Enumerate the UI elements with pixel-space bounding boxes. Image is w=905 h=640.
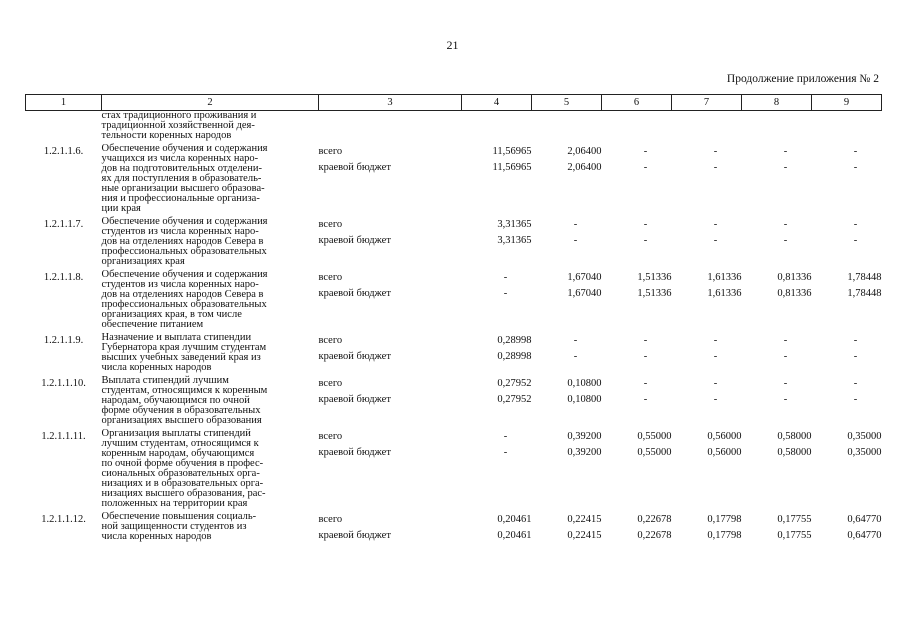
value: 0,35000 bbox=[847, 447, 882, 458]
value: - bbox=[713, 394, 718, 405]
row-source-labels bbox=[319, 217, 462, 270]
value: 0,17755 bbox=[777, 514, 812, 525]
header-col: 1 bbox=[26, 95, 102, 111]
carryover-line: тельности коренных народов bbox=[101, 130, 232, 141]
row-source-labels bbox=[319, 429, 462, 512]
value: 0,22415 bbox=[567, 530, 602, 541]
description-line: организациях высшего образования bbox=[101, 415, 262, 426]
header-col: 5 bbox=[532, 95, 602, 111]
value: - bbox=[783, 351, 788, 362]
header-row bbox=[26, 95, 882, 111]
description-line: студентов из числа коренных наро- bbox=[101, 279, 259, 290]
value: - bbox=[853, 162, 858, 173]
row-source-labels bbox=[319, 512, 462, 547]
value-cell bbox=[532, 512, 602, 547]
header-col: 9 bbox=[812, 95, 882, 111]
value: 0,39200 bbox=[567, 431, 602, 442]
value: - bbox=[853, 335, 858, 346]
description-line: высших учебных заведений края из bbox=[101, 352, 261, 363]
value: 0,20461 bbox=[497, 530, 532, 541]
description-line: обеспечение питанием bbox=[101, 319, 204, 330]
header-col: 2 bbox=[102, 95, 319, 111]
description-line: ции края bbox=[101, 203, 141, 214]
description-line: организациях края, в том числе bbox=[101, 309, 242, 320]
value: 0,17798 bbox=[707, 530, 742, 541]
value: - bbox=[783, 378, 788, 389]
value-cell bbox=[812, 144, 882, 217]
value: - bbox=[783, 335, 788, 346]
source-label: краевой бюджет bbox=[318, 235, 391, 246]
value-cell bbox=[602, 333, 672, 376]
value-cell bbox=[812, 270, 882, 333]
description-line: сиональных образовательных орга- bbox=[101, 468, 260, 479]
value: - bbox=[783, 235, 788, 246]
value: 1,78448 bbox=[847, 272, 882, 283]
row-description bbox=[102, 144, 319, 217]
value: - bbox=[713, 378, 718, 389]
source-label: всего bbox=[318, 219, 343, 230]
value: 11,56965 bbox=[492, 146, 532, 157]
value: - bbox=[643, 394, 648, 405]
value: 0,22678 bbox=[637, 530, 672, 541]
value-cell bbox=[602, 512, 672, 547]
value-cell bbox=[742, 144, 812, 217]
value-cell bbox=[672, 512, 742, 547]
table-row bbox=[26, 270, 882, 333]
header-col: 3 bbox=[319, 95, 462, 111]
value: - bbox=[713, 335, 718, 346]
description-line: учащихся из числа коренных наро- bbox=[101, 153, 259, 164]
description-line: лучшим студентам, относящимся к bbox=[101, 438, 259, 449]
value: 0,35000 bbox=[847, 431, 882, 442]
value: 1,67040 bbox=[567, 288, 602, 299]
value: - bbox=[853, 219, 858, 230]
value: 0,55000 bbox=[637, 431, 672, 442]
value: 0,28998 bbox=[497, 351, 532, 362]
value: - bbox=[713, 162, 718, 173]
funding-table bbox=[25, 94, 882, 547]
value-cell bbox=[602, 429, 672, 512]
value: 0,39200 bbox=[567, 447, 602, 458]
value: 1,51336 bbox=[637, 272, 672, 283]
value: - bbox=[853, 235, 858, 246]
source-label: всего bbox=[318, 272, 343, 283]
description-line: дов на отделениях народов Севера в bbox=[101, 236, 264, 247]
row-code: 1.2.1.1.6. bbox=[43, 146, 84, 157]
value: - bbox=[713, 219, 718, 230]
row-description bbox=[102, 333, 319, 376]
value: - bbox=[853, 146, 858, 157]
source-label: краевой бюджет bbox=[318, 394, 391, 405]
header-col: 6 bbox=[602, 95, 672, 111]
value: - bbox=[643, 146, 648, 157]
row-source-labels bbox=[319, 376, 462, 429]
description-line: студентов из числа коренных наро- bbox=[101, 226, 259, 237]
value-cell bbox=[532, 333, 602, 376]
description-line: организациях края bbox=[101, 256, 185, 267]
row-description bbox=[102, 270, 319, 333]
value: - bbox=[503, 272, 508, 283]
value-cell bbox=[532, 429, 602, 512]
source-label: всего bbox=[318, 378, 343, 389]
value-cell bbox=[602, 144, 672, 217]
value: 0,56000 bbox=[707, 431, 742, 442]
description-line: форме обучения в образовательных bbox=[101, 405, 261, 416]
description-line: Выплата стипендий лучшим bbox=[101, 375, 229, 386]
description-line: ной защищенности студентов из bbox=[101, 521, 247, 532]
value: 0,55000 bbox=[637, 447, 672, 458]
value: 3,31365 bbox=[497, 219, 532, 230]
row-code: 1.2.1.1.8. bbox=[43, 272, 84, 283]
value: - bbox=[503, 288, 508, 299]
value-cell bbox=[602, 217, 672, 270]
value-cell bbox=[672, 429, 742, 512]
continuation-title: Продолжение приложения № 2 bbox=[726, 73, 879, 85]
value: - bbox=[643, 378, 648, 389]
description-line: Организация выплаты стипендий bbox=[101, 428, 251, 439]
source-label: всего bbox=[318, 335, 343, 346]
row-code: 1.2.1.1.12. bbox=[41, 514, 86, 525]
value: - bbox=[643, 335, 648, 346]
value-cell bbox=[742, 333, 812, 376]
value: - bbox=[853, 378, 858, 389]
value-cell bbox=[742, 512, 812, 547]
source-label: краевой бюджет bbox=[318, 162, 391, 173]
value: 11,56965 bbox=[492, 162, 532, 173]
source-label: краевой бюджет bbox=[318, 351, 391, 362]
value-cell bbox=[602, 270, 672, 333]
description-line: коренным народам, обучающимся bbox=[101, 448, 255, 459]
value: 0,58000 bbox=[777, 431, 812, 442]
table-row bbox=[26, 144, 882, 217]
value-cell bbox=[462, 217, 532, 270]
description-line: Губернатора края лучшим студентам bbox=[101, 342, 267, 353]
source-label: краевой бюджет bbox=[318, 530, 391, 541]
value: 0,22678 bbox=[637, 514, 672, 525]
value: - bbox=[783, 394, 788, 405]
value: 0,17755 bbox=[777, 530, 812, 541]
page-number: 21 bbox=[446, 38, 459, 52]
value-cell bbox=[672, 333, 742, 376]
row-code: 1.2.1.1.10. bbox=[41, 378, 86, 389]
source-label: всего bbox=[318, 146, 343, 157]
value-cell bbox=[462, 270, 532, 333]
value: 0,64770 bbox=[847, 530, 882, 541]
description-line: Обеспечение обучения и содержания bbox=[101, 143, 268, 154]
value: 3,31365 bbox=[497, 235, 532, 246]
value: - bbox=[643, 219, 648, 230]
header-col: 8 bbox=[742, 95, 812, 111]
value-cell bbox=[742, 376, 812, 429]
value: - bbox=[643, 235, 648, 246]
description-line: ях для поступления в образователь- bbox=[101, 173, 262, 184]
value: 0,17798 bbox=[707, 514, 742, 525]
value: 0,10800 bbox=[567, 378, 602, 389]
value: 2,06400 bbox=[567, 146, 602, 157]
description-line: Обеспечение обучения и содержания bbox=[101, 216, 268, 227]
value: 0,22415 bbox=[567, 514, 602, 525]
description-line: низациях и в образовательных орга- bbox=[101, 478, 264, 489]
header-col: 7 bbox=[672, 95, 742, 111]
source-label: краевой бюджет bbox=[318, 288, 391, 299]
row-code: 1.2.1.1.11. bbox=[41, 431, 86, 442]
description-line: ные организации высшего образова- bbox=[101, 183, 265, 194]
value-cell bbox=[462, 512, 532, 547]
row-source-labels bbox=[319, 144, 462, 217]
value-cell bbox=[812, 512, 882, 547]
value-cell bbox=[672, 144, 742, 217]
value-cell bbox=[672, 376, 742, 429]
value: - bbox=[783, 162, 788, 173]
value: - bbox=[783, 219, 788, 230]
value: - bbox=[783, 146, 788, 157]
value: 2,06400 bbox=[567, 162, 602, 173]
value: 1,51336 bbox=[637, 288, 672, 299]
row-source-labels bbox=[319, 333, 462, 376]
description-line: дов на подготовительных отделени- bbox=[101, 163, 262, 174]
value: - bbox=[713, 235, 718, 246]
value-cell bbox=[672, 217, 742, 270]
value-cell bbox=[532, 376, 602, 429]
value: - bbox=[503, 447, 508, 458]
source-label: краевой бюджет bbox=[318, 447, 391, 458]
value: 1,67040 bbox=[567, 272, 602, 283]
table-row bbox=[26, 217, 882, 270]
value: - bbox=[573, 351, 578, 362]
description-line: низациях высшего образования, рас- bbox=[101, 488, 266, 499]
row-source-labels bbox=[319, 270, 462, 333]
value-cell bbox=[812, 333, 882, 376]
value: - bbox=[573, 219, 578, 230]
value: 0,27952 bbox=[497, 378, 532, 389]
row-description bbox=[102, 512, 319, 547]
source-label: всего bbox=[318, 431, 343, 442]
value-cell bbox=[602, 376, 672, 429]
value: 0,56000 bbox=[707, 447, 742, 458]
description-line: числа коренных народов bbox=[101, 362, 212, 373]
value-cell bbox=[532, 217, 602, 270]
value: 1,61336 bbox=[707, 272, 742, 283]
description-line: профессиональных образовательных bbox=[101, 246, 267, 257]
value-cell bbox=[742, 270, 812, 333]
value: 0,20461 bbox=[497, 514, 532, 525]
value: - bbox=[643, 351, 648, 362]
description-line: по очной форме обучения в профес- bbox=[101, 458, 264, 469]
value: - bbox=[573, 235, 578, 246]
value: 0,81336 bbox=[777, 288, 812, 299]
description-line: Назначение и выплата стипендии bbox=[101, 332, 252, 343]
table-row bbox=[26, 512, 882, 547]
description-line: ния и профессиональные организа- bbox=[101, 193, 260, 204]
value: - bbox=[853, 394, 858, 405]
value: 0,27952 bbox=[497, 394, 532, 405]
value: 0,28998 bbox=[497, 335, 532, 346]
value-cell bbox=[532, 270, 602, 333]
description-line: Обеспечение обучения и содержания bbox=[101, 269, 268, 280]
row-description bbox=[102, 217, 319, 270]
value-cell bbox=[742, 429, 812, 512]
value-cell bbox=[812, 429, 882, 512]
value-cell bbox=[532, 144, 602, 217]
value: 1,61336 bbox=[707, 288, 742, 299]
table-row bbox=[26, 376, 882, 429]
value: - bbox=[853, 351, 858, 362]
description-line: числа коренных народов bbox=[101, 531, 212, 542]
source-label: всего bbox=[318, 514, 343, 525]
value: - bbox=[643, 162, 648, 173]
carryover-text bbox=[102, 111, 319, 145]
value: - bbox=[713, 351, 718, 362]
table-row bbox=[26, 333, 882, 376]
value-cell bbox=[812, 217, 882, 270]
value-cell bbox=[462, 144, 532, 217]
value: - bbox=[713, 146, 718, 157]
carryover-row bbox=[26, 111, 882, 145]
row-code: 1.2.1.1.7. bbox=[43, 219, 84, 230]
description-line: Обеспечение повышения социаль- bbox=[101, 511, 257, 522]
row-code: 1.2.1.1.9. bbox=[43, 335, 84, 346]
value-cell bbox=[672, 270, 742, 333]
description-line: студентам, относящимся к коренным bbox=[101, 385, 268, 396]
description-line: народам, обучающимся по очной bbox=[101, 395, 250, 406]
carryover-line: традиционной хозяйственной дея- bbox=[101, 120, 255, 131]
table-row bbox=[26, 429, 882, 512]
value: 0,81336 bbox=[777, 272, 812, 283]
row-description bbox=[102, 376, 319, 429]
description-line: профессиональных образовательных bbox=[101, 299, 267, 310]
description-line: положенных на территории края bbox=[101, 498, 248, 509]
description-line: дов на отделениях народов Севера в bbox=[101, 289, 264, 300]
value: - bbox=[503, 431, 508, 442]
value: 0,64770 bbox=[847, 514, 882, 525]
row-description bbox=[102, 429, 319, 512]
header-col: 4 bbox=[462, 95, 532, 111]
value-cell bbox=[462, 333, 532, 376]
value: - bbox=[573, 335, 578, 346]
value-cell bbox=[812, 376, 882, 429]
value-cell bbox=[742, 217, 812, 270]
value: 1,78448 bbox=[847, 288, 882, 299]
value: 0,10800 bbox=[567, 394, 602, 405]
value-cell bbox=[462, 376, 532, 429]
value: 0,58000 bbox=[777, 447, 812, 458]
value-cell bbox=[462, 429, 532, 512]
carryover-line: стах традиционного проживания и bbox=[101, 110, 257, 121]
